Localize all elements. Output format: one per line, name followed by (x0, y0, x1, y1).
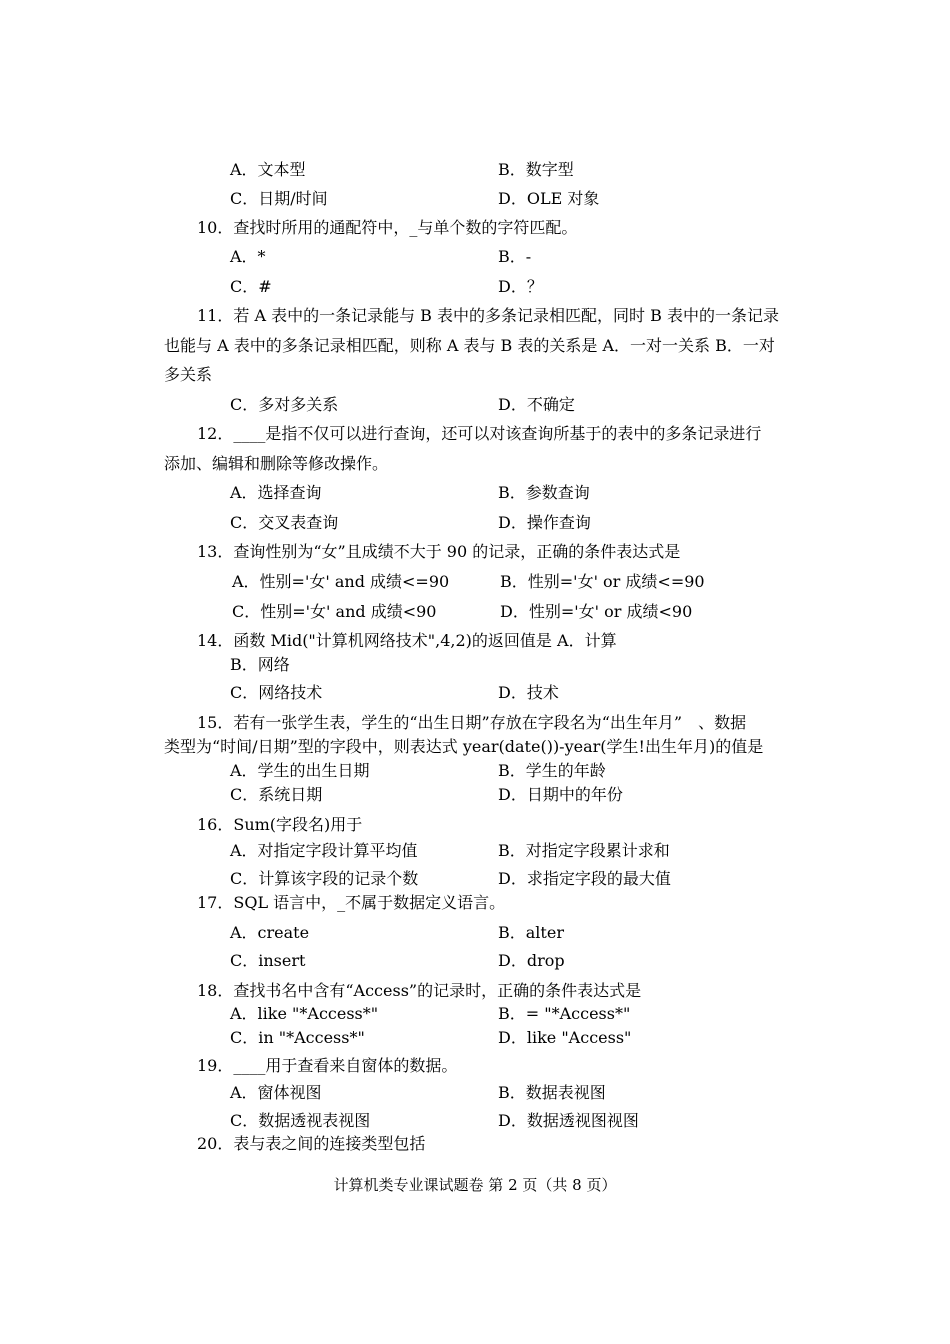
q17-option-b: B．alter (498, 923, 564, 942)
q12-stem-line2: 添加、编辑和删除等修改操作。 (164, 454, 389, 473)
q16-option-c: C．计算该字段的记录个数 (230, 869, 419, 888)
page-footer: 计算机类专业课试题卷 第 2 页（共 8 页） (333, 1176, 617, 1194)
q15-stem-line1: 15．若有一张学生表，学生的“出生日期”存放在字段名为“出生年月” 、数据 (197, 713, 747, 732)
q13-option-c: C．性别='女' and 成绩<90 (232, 602, 437, 621)
q19-option-c: C．数据透视表视图 (230, 1111, 371, 1130)
q13-option-b: B．性别='女' or 成绩<=90 (500, 572, 705, 591)
q12-option-c: C．交叉表查询 (230, 513, 339, 532)
q17-stem: 17．SQL 语言中，_不属于数据定义语言。 (197, 893, 506, 912)
q9-option-b: B．数字型 (498, 160, 574, 179)
q19-stem: 19．____用于查看来自窗体的数据。 (197, 1056, 458, 1075)
q18-option-a: A．like "*Access*" (230, 1004, 379, 1023)
q15-option-b: B．学生的年龄 (498, 761, 606, 780)
q16-option-a: A．对指定字段计算平均值 (230, 841, 418, 860)
q10-option-b: B．- (498, 247, 532, 266)
q15-stem-line2: 类型为“时间/日期”型的字段中，则表达式 year(date())-year(学生!出生年月)的值是 (164, 737, 764, 756)
q13-stem: 13．查询性别为“女”且成绩不大于 90 的记录，正确的条件表达式是 (197, 542, 681, 561)
q16-option-b: B．对指定字段累计求和 (498, 841, 670, 860)
q9-option-c: C．日期/时间 (230, 189, 328, 208)
q12-option-a: A．选择查询 (230, 483, 322, 502)
q19-option-a: A．窗体视图 (230, 1083, 322, 1102)
q15-option-d: D．日期中的年份 (498, 785, 623, 804)
q19-option-d: D．数据透视图视图 (498, 1111, 639, 1130)
q18-option-d: D．like "Access" (498, 1028, 632, 1047)
q14-option-c: C．网络技术 (230, 683, 323, 702)
q14-option-b: B．网络 (230, 655, 290, 674)
q15-option-a: A．学生的出生日期 (230, 761, 370, 780)
q13-option-d: D．性别='女' or 成绩<90 (500, 602, 693, 621)
q14-option-d: D．技术 (498, 683, 559, 702)
q11-option-c: C．多对多关系 (230, 395, 339, 414)
q15-option-c: C．系统日期 (230, 785, 323, 804)
q20-stem: 20．表与表之间的连接类型包括 (197, 1134, 426, 1153)
q11-stem-line1: 11．若 A 表中的一条记录能与 B 表中的多条记录相匹配，同时 B 表中的一条记录 (197, 306, 779, 325)
q17-option-c: C．insert (230, 951, 306, 970)
q11-stem-line2: 也能与 A 表中的多条记录相匹配，则称 A 表与 B 表的关系是 A．一对一关系 B．一对 (164, 336, 775, 355)
q11-stem-line3: 多关系 (164, 365, 213, 384)
q17-option-d: D．drop (498, 951, 565, 970)
q16-option-d: D．求指定字段的最大值 (498, 869, 671, 888)
q14-stem: 14．函数 Mid("计算机网络技术",4,2)的返回值是 A．计算 (197, 631, 617, 650)
q18-option-b: B．= "*Access*" (498, 1004, 631, 1023)
q18-stem: 18．查找书名中含有“Access”的记录时，正确的条件表达式是 (197, 981, 642, 1000)
q9-option-d: D．OLE 对象 (498, 189, 600, 208)
q12-stem-line1: 12．____是指不仅可以进行查询，还可以对该查询所基于的表中的多条记录进行 (197, 424, 762, 443)
q17-option-a: A．create (230, 923, 310, 942)
q10-option-d: D．？ (498, 277, 543, 296)
q13-option-a: A．性别='女' and 成绩<=90 (232, 572, 450, 591)
q16-stem: 16．Sum(字段名)用于 (197, 815, 363, 834)
q11-option-d: D．不确定 (498, 395, 575, 414)
q12-option-b: B．参数查询 (498, 483, 590, 502)
q9-option-a: A．文本型 (230, 160, 306, 179)
q10-option-a: A．* (230, 247, 266, 266)
q12-option-d: D．操作查询 (498, 513, 591, 532)
q18-option-c: C．in "*Access*" (230, 1028, 365, 1047)
q19-option-b: B．数据表视图 (498, 1083, 606, 1102)
q10-stem: 10．查找时所用的通配符中，_与单个数的字符匹配。 (197, 218, 578, 237)
q10-option-c: C．# (230, 277, 272, 296)
